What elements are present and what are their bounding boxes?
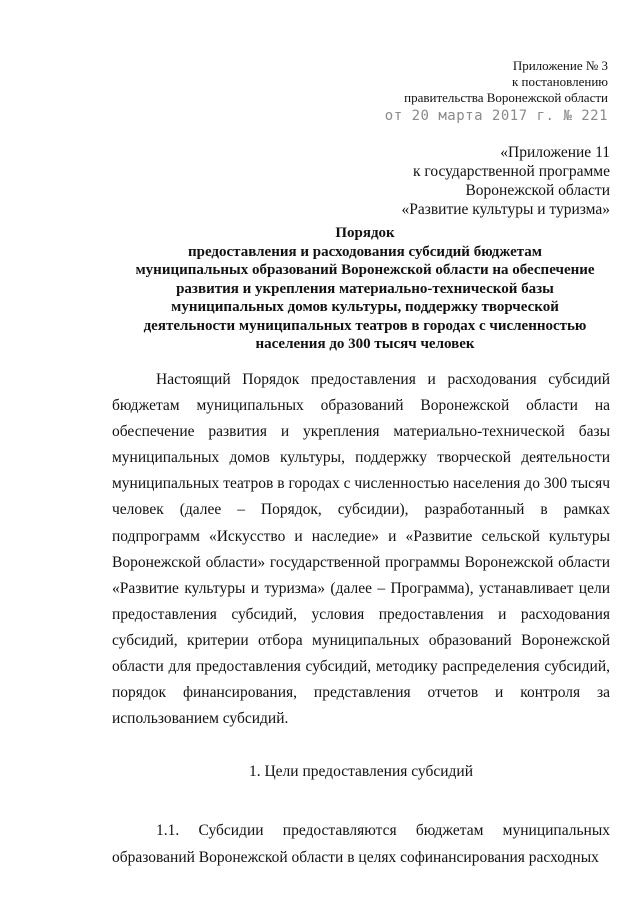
section-1-heading: 1. Цели предоставления субсидий	[248, 763, 474, 780]
document-title	[120, 224, 610, 354]
title-line-3: муниципальных образований Воронежской области на обеспечение	[135, 262, 595, 278]
to-decree-label: к постановлению	[511, 74, 608, 89]
title-line-2: предоставления и расходования субсидий бюджетам	[187, 243, 542, 260]
appendix-number: Приложение № 3	[512, 58, 608, 73]
title-line-4: развития и укрепления материально-технической базы	[176, 280, 554, 297]
title-line-7: населения до 300 тысяч человек	[255, 336, 475, 352]
title-line-5: муниципальных домов культуры, поддержку творческой	[171, 299, 559, 315]
title-line-6: деятельности муниципальных театров в городах с численностью	[143, 317, 587, 334]
program-appendix-line-2: к государственной программе	[412, 163, 610, 180]
intro-section	[112, 367, 610, 732]
appendix-header	[385, 58, 608, 124]
title-line-1: Порядок	[335, 225, 395, 241]
program-appendix-line-4: «Развитие культуры и туризма»	[401, 201, 610, 218]
government-label: правительства Воронежской области	[404, 90, 608, 105]
program-appendix-line-1: «Приложение 11	[500, 144, 610, 161]
program-appendix-block	[401, 143, 610, 219]
program-appendix-line-3: Воронежской области	[465, 182, 610, 199]
clause-1-1: 1.1. Субсидии предоставляются бюджетам муниципальных образований Воронежской области в целях софинансирования расходных	[112, 822, 610, 866]
date-stamp: от 20 марта 2017 г. № 221	[384, 108, 608, 124]
section-1-body	[112, 817, 610, 871]
intro-paragraph: Настоящий Порядок предоставления и расходования субсидий бюджетам муниципальных образований Воронежской области на обеспечение развития и укрепления материально-технической базы муниципальных домов культуры, поддержку творческой деятельности муниципальных театров в городах с численностью населения до 300 тысяч человек (далее – Порядок, субсидии), разработанный в рамках подпрограмм «Искусство и наследие» и «Развитие сельской культуры Воронежской области» государственной программы Воронежской области «Развитие культуры и туризма» (далее – Программа), устанавливает цели предоставления субсидий, условия предоставления и расходования субсидий, критерии отбора муниципальных образований Воронежской области для предоставления субсидий, методику распределения субсидий, порядок финансирования, представления отчетов и контроля за использованием субсидий.	[112, 371, 610, 728]
